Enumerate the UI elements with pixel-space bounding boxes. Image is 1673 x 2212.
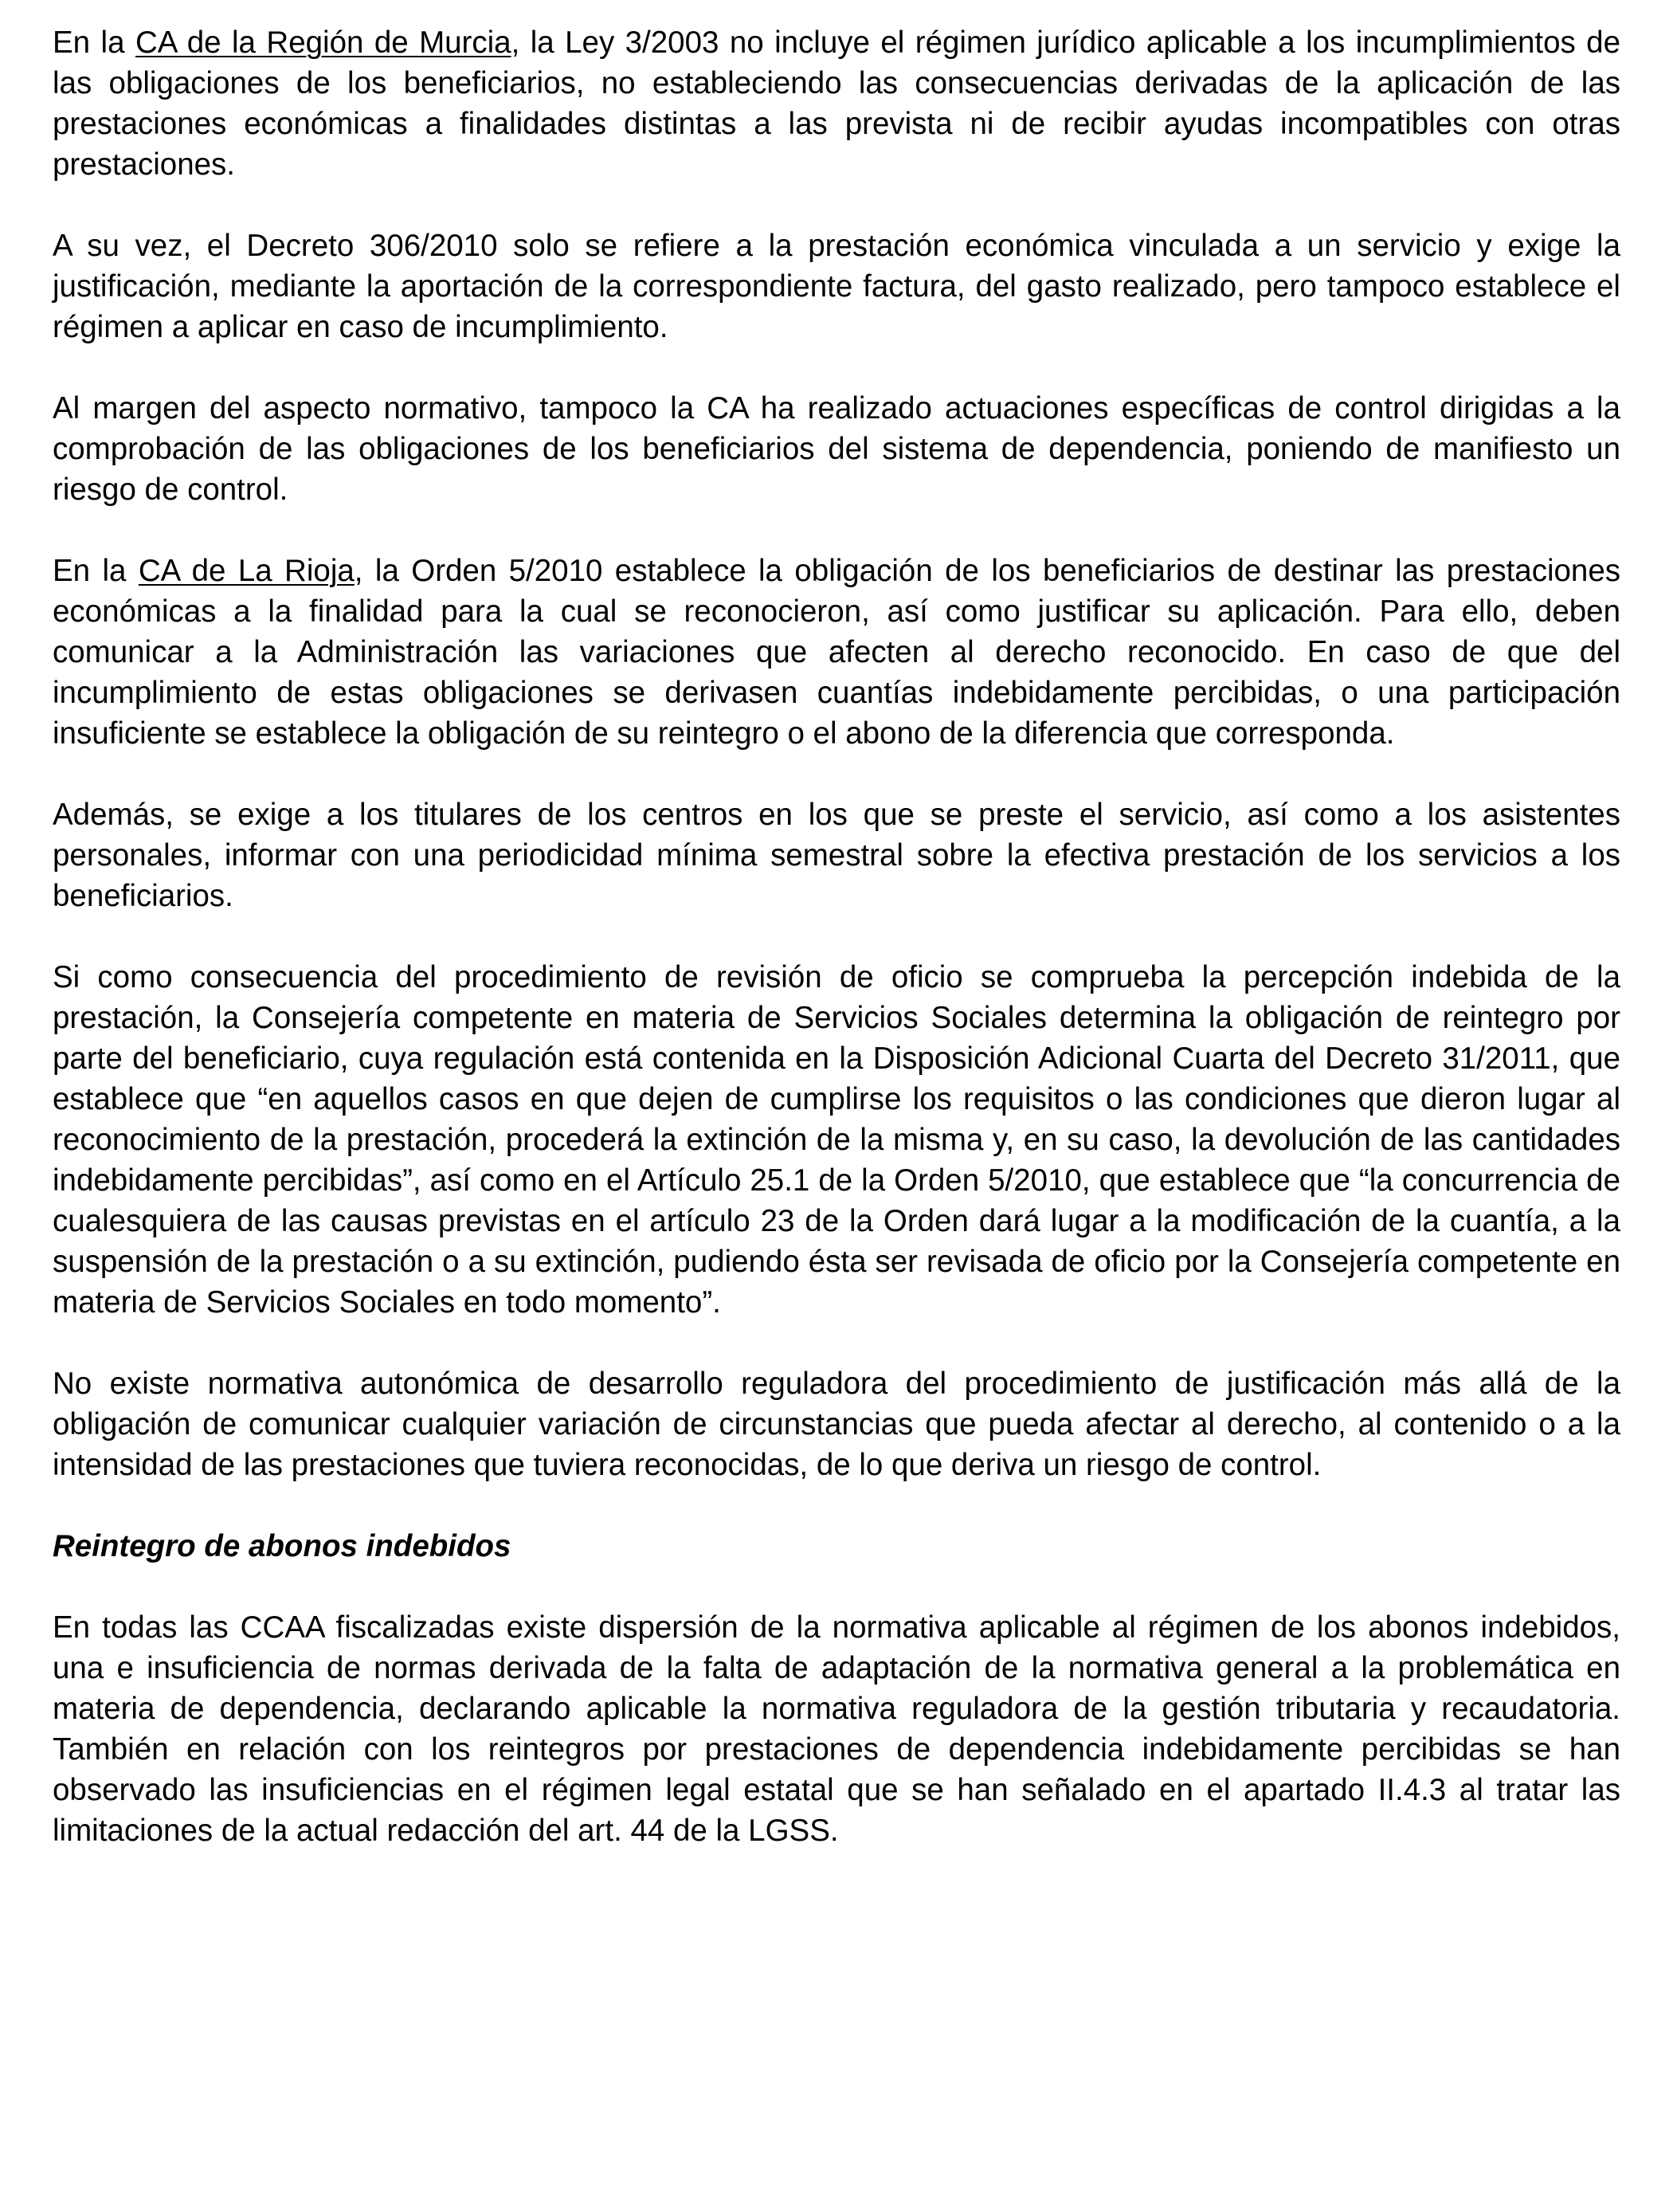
document-page — [53, 22, 1620, 1892]
paragraph-rioja-body: , la Orden 5/2010 establece la obligación de los beneficiarios de destinar las prestaciones económicas a la finalidad para la cual se reconocieron, así como justificar su aplicación. Para ello, deben comunicar a la Administración las variaciones que afecten al derecho reconocido. En caso de que del incumplimiento de estas obligaciones se derivasen cuantías indebidamente percibidas, o una participación insuficiente se establece la obligación de su reintegro o el abono de la diferencia que corresponda. — [53, 554, 1621, 751]
paragraph-normativa-autonomica: No existe normativa autonómica de desarrollo reguladora del procedimiento de justificación más allá de la obligación de comunicar cualquier variación de circunstancias que pueda afectar al derecho, al contenido o a la intensidad de las prestaciones que tuviera reconocidas, de lo que deriva un riesgo de control. — [53, 1367, 1620, 1482]
paragraph-revision-oficio: Si como consecuencia del procedimiento de revisión de oficio se comprueba la percepción indebida de la prestación, la Consejería competente en materia de Servicios Sociales determina la obligación de reintegro por parte del beneficiario, cuya regulación está contenida en la Disposición Adicional Cuarta del Decreto 31/2011, que establece que “en aquellos casos en que dejen de cumplirse los requisitos o las condiciones que dieron lugar al reconocimiento de la prestación, procederá la extinción de la misma y, en su caso, la devolución de las cantidades indebidamente percibidas”, así como en el Artículo 25.1 de la Orden 5/2010, que establece que “la concurrencia de cualesquiera de las causas previstas en el artículo 23 de la Orden dará lugar a la modificación de la cuantía, a la suspensión de la prestación o a su extinción, pudiendo ésta ser revisada de oficio por la Consejería competente en materia de Servicios Sociales en todo momento”. — [53, 960, 1620, 1320]
paragraph-titulares-centros: Además, se exige a los titulares de los centros en los que se preste el servicio, así como a los asistentes personales, informar con una periodicidad mínima semestral sobre la efectiva prestación de los servicios a los beneficiarios. — [53, 798, 1620, 913]
paragraph-abonos-indebidos: En todas las CCAA fiscalizadas existe dispersión de la normativa aplicable al régimen de los abonos indebidos, una e insuficiencia de normas derivada de la falta de adaptación de la normativa general a la problemática en materia de dependencia, declarando aplicable la normativa reguladora de la gestión tributaria y recaudatoria. También en relación con los reintegros por prestaciones de dependencia indebidamente percibidas se han observado las insuficiencias en el régimen legal estatal que se han señalado en el apartado II.4.3 al tratar las limitaciones de la actual redacción del art. 44 de la LGSS. — [53, 1610, 1620, 1848]
paragraph-decreto-306: A su vez, el Decreto 306/2010 solo se refiere a la prestación económica vinculada a un servicio y exige la justificación, mediante la aportación de la correspondiente factura, del gasto realizado, pero tampoco establece el régimen a aplicar en caso de incumplimiento. — [53, 229, 1620, 344]
paragraph-murcia-body: , la Ley 3/2003 no incluye el régimen jurídico aplicable a los incumplimientos de las obligaciones de los beneficiarios, no estableciendo las consecuencias derivadas de la aplicación de las prestaciones económicas a finalidades distintas a las prevista ni de recibir ayudas incompatibles con otras prestaciones. — [53, 25, 1621, 182]
region-murcia-link[interactable]: CA de la Región de Murcia — [135, 25, 511, 60]
section-heading-reintegro: Reintegro de abonos indebidos — [53, 1529, 511, 1563]
region-rioja-link[interactable]: CA de La Rioja — [138, 554, 355, 588]
paragraph-control-murcia: Al margen del aspecto normativo, tampoco la CA ha realizado actuaciones específicas de control dirigidas a la comprobación de las obligaciones de los beneficiarios del sistema de dependencia, poniendo de manifiesto un riesgo de control. — [53, 391, 1620, 507]
paragraph-murcia-lead: En la — [53, 25, 135, 60]
paragraph-rioja — [53, 551, 1620, 754]
paragraph-murcia — [53, 22, 1620, 185]
paragraph-rioja-lead: En la — [53, 554, 139, 588]
